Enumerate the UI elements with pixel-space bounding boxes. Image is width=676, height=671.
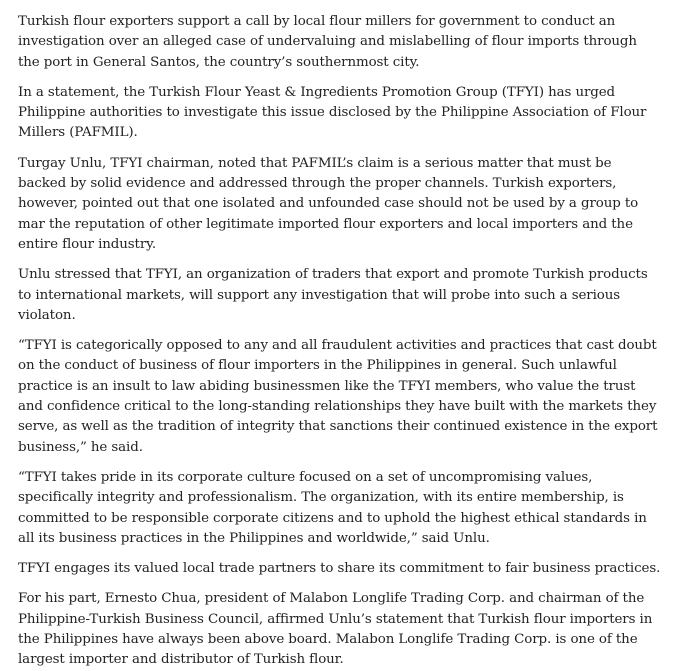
- article-paragraph-8: For his part, Ernesto Chua, president of Malabon Longlife Trading Corp. and chairman of the Philippine-Turkish Business Council, affirmed Unlu’s statement that Turkish flour importers in the Philippines have always been above board. Malabon Longlife Trading Corp. is one of the largest importer and distributor of Turkish flour.: [18, 591, 653, 668]
- article-paragraph-7: TFYI engages its valued local trade partners to share its commitment to fair business practices.: [18, 561, 661, 577]
- article-paragraph-5: “TFYI is categorically opposed to any and all fraudulent activities and practices that cast doubt on the conduct of business of flour importers in the Philippines in general. Such unlawful practice is an insult to law abiding businessmen like the TFYI members, who value the trust and confidence critical to the long-standing relationships they have built with the markets they serve, as well as the tradition of integrity that sanctions their continued existence in the export business,” he said.: [18, 338, 658, 455]
- article-paragraph-1: Turkish flour exporters support a call by local flour millers for government to conduct an investigation over an alleged case of undervaluing and mislabelling of flour imports through the port in General Santos, the country’s southernmost city.: [18, 14, 637, 70]
- article-paragraph-4: Unlu stressed that TFYI, an organization of traders that export and promote Turkish products to international markets, will support any investigation that will probe into such a serious violaton.: [18, 267, 648, 323]
- article-paragraph-3: Turgay Unlu, TFYI chairman, noted that PAFMIL’s claim is a serious matter that must be backed by solid evidence and addressed through the proper channels. Turkish exporters, however, pointed out that one isolated and unfounded case should not be used by a group to mar the reputation of other legitimate imported flour exporters and local importers and the entire flour industry.: [18, 155, 639, 252]
- article-paragraph-2: In a statement, the Turkish Flour Yeast & Ingredients Promotion Group (TFYI) has urged Philippine authorities to investigate this issue disclosed by the Philippine Association of Flour Millers (PAFMIL).: [18, 84, 647, 141]
- article-paragraph-6: “TFYI takes pride in its corporate culture focused on a set of uncompromising values, specifically integrity and professionalism. The organization, with its entire membership, is committed to be responsible corporate citizens and to uphold the highest ethical standards in all its business practices in the Philippines and worldwide,” said Unlu.: [18, 469, 647, 546]
